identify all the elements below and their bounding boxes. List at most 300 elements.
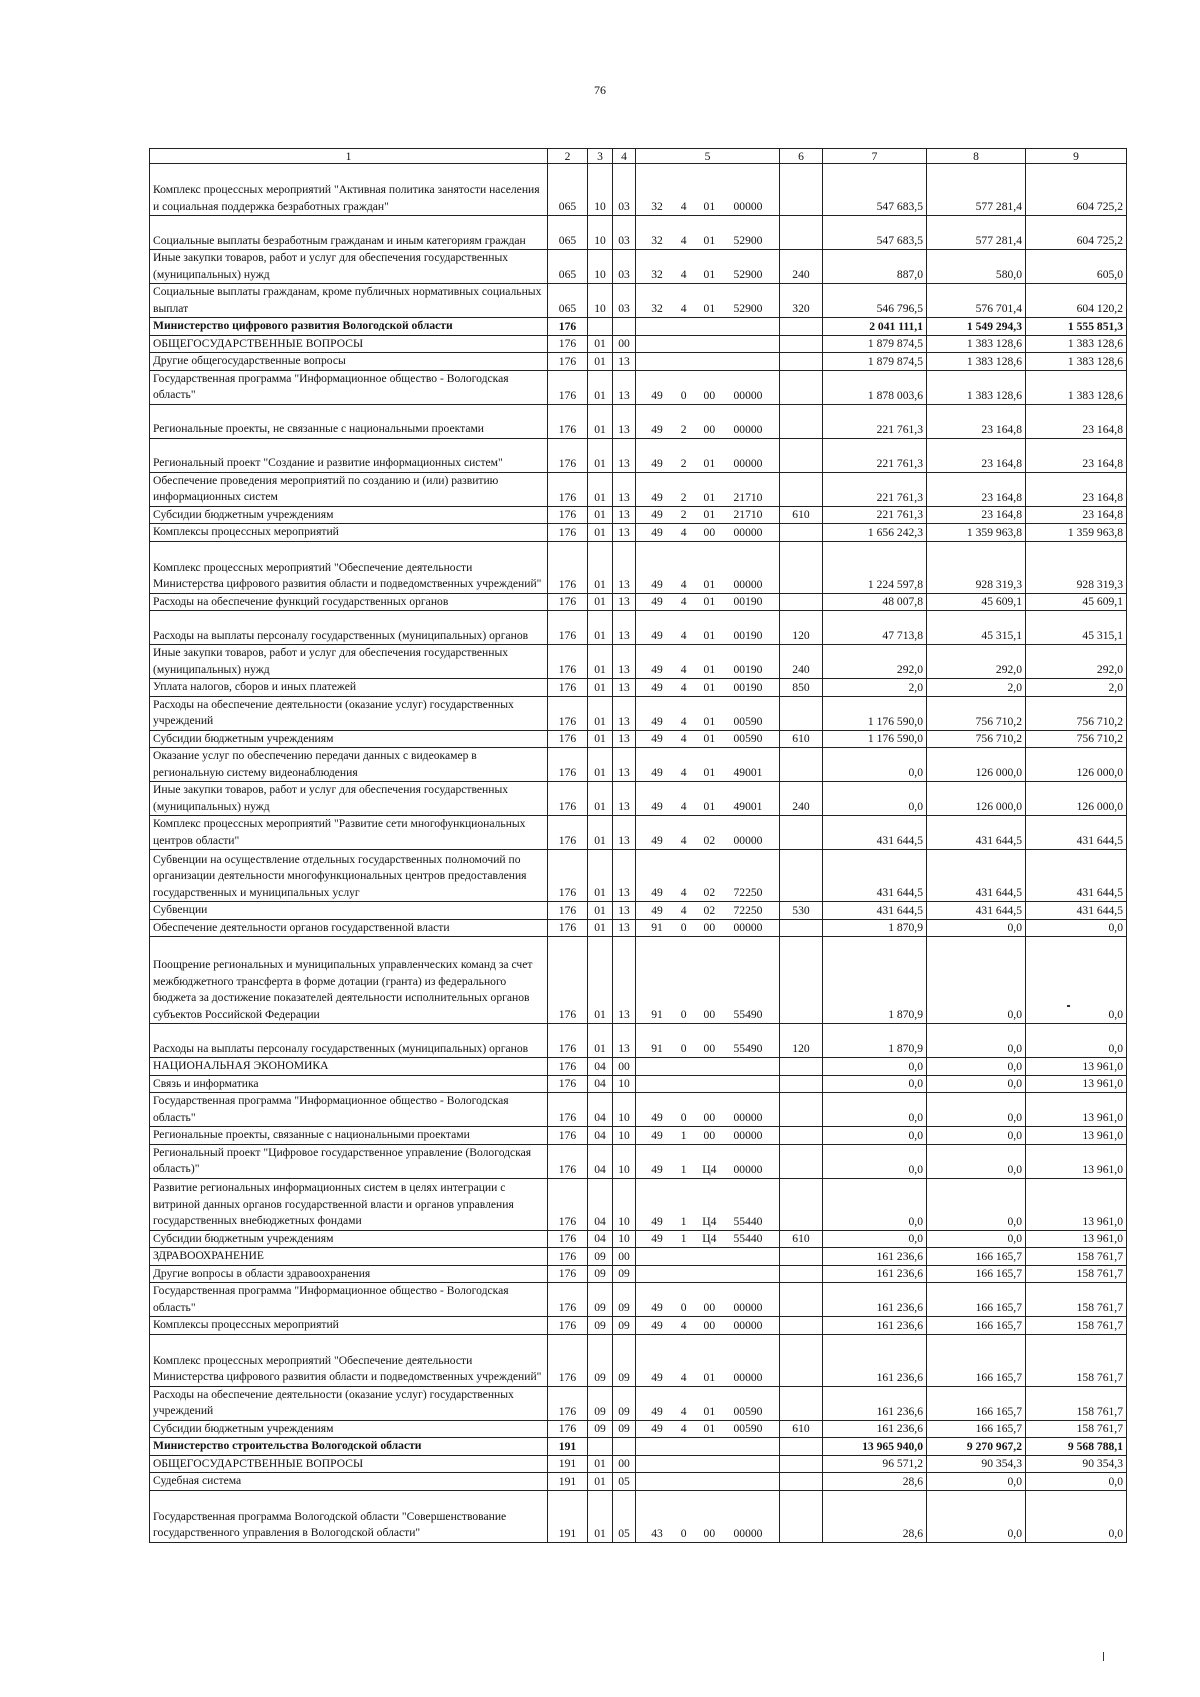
subsection-code: 13 xyxy=(613,472,636,506)
target-article-part: 4 xyxy=(680,577,687,591)
target-article-part: 02 xyxy=(703,886,716,899)
target-article-code xyxy=(636,506,780,524)
row-name: Судебная система xyxy=(150,1473,548,1491)
target-article-part: 4 xyxy=(680,629,687,642)
row-name: Комплекс процессных мероприятий "Развитие сети многофункциональных центров области" xyxy=(150,816,548,850)
subsection-code: 09 xyxy=(613,1283,636,1317)
target-article-part: 0 xyxy=(680,1301,687,1314)
amount-year-1: 0,0 xyxy=(823,782,927,816)
row-name: Субсидии бюджетным учреждениям xyxy=(150,506,548,524)
amount-year-2: 45 609,1 xyxy=(927,593,1026,611)
target-article-part: 01 xyxy=(703,680,716,694)
target-article-part: 4 xyxy=(680,663,687,676)
amount-year-3: 0,0 xyxy=(1026,937,1127,1024)
target-article-part: 4 xyxy=(680,766,687,779)
admin-code: 176 xyxy=(548,730,588,748)
target-article-part: 52900 xyxy=(733,302,763,315)
target-article-part: 49 xyxy=(651,680,663,694)
target-article-code xyxy=(636,1058,780,1076)
amount-year-2: 0,0 xyxy=(927,1230,1026,1248)
subsection-code: 10 xyxy=(613,1144,636,1178)
subsection-code xyxy=(613,318,636,336)
expense-type-code xyxy=(780,816,823,850)
target-article-part: 4 xyxy=(680,680,687,694)
expense-type-code xyxy=(780,1334,823,1386)
table-row xyxy=(150,1230,1127,1248)
admin-code: 176 xyxy=(548,593,588,611)
section-code: 09 xyxy=(588,1283,613,1317)
target-article-code xyxy=(636,216,780,250)
section-code: 04 xyxy=(588,1075,613,1093)
target-article-part: 00590 xyxy=(733,714,763,728)
amount-year-1: 47 713,8 xyxy=(823,611,927,645)
subsection-code: 00 xyxy=(613,1455,636,1473)
target-article-part: 2 xyxy=(680,490,687,504)
admin-code: 176 xyxy=(548,850,588,902)
target-article-code xyxy=(636,919,780,937)
section-code: 01 xyxy=(588,816,613,850)
target-article-part: 00 xyxy=(703,1318,716,1332)
target-article-part: 4 xyxy=(680,903,687,917)
admin-code: 176 xyxy=(548,1093,588,1127)
amount-year-1: 161 236,6 xyxy=(823,1334,927,1386)
expense-type-code: 610 xyxy=(780,1230,823,1248)
target-article-part: 4 xyxy=(680,886,687,899)
row-name: Государственная программа "Информационное общество - Вологодская область" xyxy=(150,370,548,404)
amount-year-3: 1 383 128,6 xyxy=(1026,335,1127,353)
table-row xyxy=(150,335,1127,353)
subsection-code: 03 xyxy=(613,216,636,250)
admin-code: 176 xyxy=(548,1127,588,1145)
table-row xyxy=(150,438,1127,472)
section-code: 04 xyxy=(588,1093,613,1127)
admin-code: 176 xyxy=(548,1230,588,1248)
amount-year-3: 0,0 xyxy=(1026,1490,1127,1542)
amount-year-3: 431 644,5 xyxy=(1026,850,1127,902)
target-article-part: 2 xyxy=(680,508,687,521)
row-name: Иные закупки товаров, работ и услуг для обеспечения государственных (муниципальных) нужд xyxy=(150,782,548,816)
subsection-code: 13 xyxy=(613,902,636,920)
target-article-code xyxy=(636,611,780,645)
amount-year-3: 13 961,0 xyxy=(1026,1178,1127,1230)
target-article-part: 49 xyxy=(651,1370,663,1384)
amount-year-3: 1 383 128,6 xyxy=(1026,353,1127,371)
admin-code: 176 xyxy=(548,816,588,850)
target-article-part: 4 xyxy=(680,595,687,608)
expense-type-code: 610 xyxy=(780,1420,823,1438)
target-article-part: 0 xyxy=(680,1111,687,1124)
target-article-part: 49001 xyxy=(733,800,763,813)
target-article-part: 01 xyxy=(703,1422,716,1435)
row-name: Комплекс процессных мероприятий "Обеспечение деятельности Министерства цифрового развития области и подведомственных учреждений" xyxy=(150,1334,548,1386)
admin-code: 176 xyxy=(548,1420,588,1438)
section-code xyxy=(588,318,613,336)
amount-year-3: 431 644,5 xyxy=(1026,902,1127,920)
header-col-8: 8 xyxy=(927,149,1026,164)
table-row xyxy=(150,679,1127,697)
amount-year-2: 1 383 128,6 xyxy=(927,353,1026,371)
target-article-parts xyxy=(639,628,776,644)
table-row xyxy=(150,645,1127,679)
admin-code: 176 xyxy=(548,1265,588,1283)
amount-year-3: 158 761,7 xyxy=(1026,1386,1127,1420)
target-article-parts xyxy=(639,1318,776,1334)
target-article-part: 00190 xyxy=(733,663,763,676)
row-name: Субвенции xyxy=(150,902,548,920)
amount-year-1: 96 571,2 xyxy=(823,1455,927,1473)
subsection-code: 00 xyxy=(613,1058,636,1076)
admin-code: 176 xyxy=(548,370,588,404)
expense-type-code xyxy=(780,1473,823,1491)
amount-year-3: 13 961,0 xyxy=(1026,1075,1127,1093)
subsection-code xyxy=(613,1438,636,1456)
table-row xyxy=(150,1127,1127,1145)
target-article-part: 4 xyxy=(680,525,687,539)
amount-year-3: 1 383 128,6 xyxy=(1026,370,1127,404)
amount-year-2: 292,0 xyxy=(927,645,1026,679)
target-article-part: 49 xyxy=(651,1422,663,1435)
target-article-parts xyxy=(639,885,776,901)
target-article-part: 00000 xyxy=(733,1370,763,1384)
section-code: 01 xyxy=(588,353,613,371)
admin-code: 176 xyxy=(548,782,588,816)
target-article-part: 4 xyxy=(680,732,687,745)
amount-year-2: 0,0 xyxy=(927,1127,1026,1145)
table-row xyxy=(150,1075,1127,1093)
target-article-part: 49 xyxy=(651,766,663,779)
target-article-parts xyxy=(639,1404,776,1420)
expense-type-code xyxy=(780,1178,823,1230)
target-article-part: 1 xyxy=(680,1232,687,1245)
amount-year-2: 756 710,2 xyxy=(927,730,1026,748)
admin-code: 176 xyxy=(548,1283,588,1317)
target-article-part: 1 xyxy=(680,1128,687,1142)
amount-year-3: 292,0 xyxy=(1026,645,1127,679)
target-article-part: 49 xyxy=(651,903,663,917)
target-article-parts xyxy=(639,525,776,541)
target-article-part: Ц4 xyxy=(702,1232,717,1245)
amount-year-1: 161 236,6 xyxy=(823,1265,927,1283)
amount-year-1: 1 224 597,8 xyxy=(823,541,927,593)
admin-code: 176 xyxy=(548,506,588,524)
table-row xyxy=(150,919,1127,937)
target-article-part: 49 xyxy=(651,714,663,728)
amount-year-2: 0,0 xyxy=(927,1144,1026,1178)
amount-year-2: 431 644,5 xyxy=(927,902,1026,920)
table-row xyxy=(150,850,1127,902)
target-article-code xyxy=(636,902,780,920)
row-name: Расходы на обеспечение деятельности (оказание услуг) государственных учреждений xyxy=(150,1386,548,1420)
table-row xyxy=(150,1317,1127,1335)
target-article-code xyxy=(636,1265,780,1283)
subsection-code: 09 xyxy=(613,1420,636,1438)
target-article-code xyxy=(636,1438,780,1456)
amount-year-2: 23 164,8 xyxy=(927,506,1026,524)
target-article-parts xyxy=(639,662,776,678)
table-row xyxy=(150,524,1127,542)
target-article-code xyxy=(636,1127,780,1145)
header-col-2: 2 xyxy=(548,149,588,164)
amount-year-2: 431 644,5 xyxy=(927,850,1026,902)
expense-type-code: 120 xyxy=(780,611,823,645)
target-article-part: 00000 xyxy=(733,921,763,934)
target-article-part: 00000 xyxy=(733,1111,763,1124)
admin-code: 176 xyxy=(548,1334,588,1386)
admin-code: 176 xyxy=(548,937,588,1024)
target-article-part: 00 xyxy=(703,422,716,436)
amount-year-1: 1 879 874,5 xyxy=(823,335,927,353)
section-code: 01 xyxy=(588,1024,613,1058)
target-article-part: 01 xyxy=(703,268,716,281)
target-article-part: 0 xyxy=(680,921,687,934)
target-article-part: 4 xyxy=(680,800,687,813)
target-article-part: 00 xyxy=(703,388,716,402)
target-article-part: 91 xyxy=(651,1008,663,1021)
table-header-row xyxy=(150,149,1127,164)
amount-year-1: 1 176 590,0 xyxy=(823,696,927,730)
row-name: Социальные выплаты безработным гражданам и иным категориям граждан xyxy=(150,216,548,250)
admin-code: 176 xyxy=(548,541,588,593)
target-article-code xyxy=(636,1144,780,1178)
section-code: 01 xyxy=(588,1490,613,1542)
amount-year-2: 23 164,8 xyxy=(927,404,1026,438)
admin-code: 176 xyxy=(548,1248,588,1266)
target-article-code xyxy=(636,284,780,318)
target-article-part: 00000 xyxy=(733,388,763,402)
amount-year-3: 431 644,5 xyxy=(1026,816,1127,850)
target-article-part: 49 xyxy=(651,732,663,745)
admin-code: 176 xyxy=(548,472,588,506)
admin-code: 191 xyxy=(548,1473,588,1491)
amount-year-1: 13 965 940,0 xyxy=(823,1438,927,1456)
row-name: Министерство цифрового развития Вологодской области xyxy=(150,318,548,336)
admin-code: 191 xyxy=(548,1490,588,1542)
amount-year-2: 166 165,7 xyxy=(927,1283,1026,1317)
amount-year-2: 166 165,7 xyxy=(927,1386,1026,1420)
admin-code: 176 xyxy=(548,1386,588,1420)
row-name: ОБЩЕГОСУДАРСТВЕННЫЕ ВОПРОСЫ xyxy=(150,1455,548,1473)
target-article-part: 00000 xyxy=(733,525,763,539)
target-article-part: 32 xyxy=(651,302,663,315)
target-article-part: 4 xyxy=(680,1318,687,1332)
target-article-part: 4 xyxy=(680,714,687,728)
target-article-part: 49 xyxy=(651,1318,663,1332)
amount-year-1: 221 761,3 xyxy=(823,506,927,524)
header-col-4: 4 xyxy=(613,149,636,164)
amount-year-2: 0,0 xyxy=(927,1490,1026,1542)
target-article-part: 00590 xyxy=(733,1404,763,1418)
target-article-part: 49 xyxy=(651,800,663,813)
target-article-code xyxy=(636,524,780,542)
target-article-code xyxy=(636,1490,780,1542)
header-col-9: 9 xyxy=(1026,149,1127,164)
target-article-part: 49 xyxy=(651,525,663,539)
amount-year-3: 756 710,2 xyxy=(1026,696,1127,730)
amount-year-3: 126 000,0 xyxy=(1026,782,1127,816)
target-article-part: 49 xyxy=(651,1301,663,1314)
subsection-code: 13 xyxy=(613,1024,636,1058)
row-name: Субсидии бюджетным учреждениям xyxy=(150,1230,548,1248)
target-article-part: Ц4 xyxy=(702,1214,717,1228)
amount-year-3: 158 761,7 xyxy=(1026,1248,1127,1266)
admin-code: 065 xyxy=(548,284,588,318)
target-article-part: 49 xyxy=(651,490,663,504)
section-code: 01 xyxy=(588,679,613,697)
section-code: 01 xyxy=(588,850,613,902)
target-article-code xyxy=(636,1178,780,1230)
section-code: 04 xyxy=(588,1058,613,1076)
amount-year-1: 1 870,9 xyxy=(823,919,927,937)
subsection-code: 05 xyxy=(613,1490,636,1542)
target-article-parts xyxy=(639,490,776,506)
target-article-part: 00000 xyxy=(733,1318,763,1332)
subsection-code: 13 xyxy=(613,611,636,645)
subsection-code: 13 xyxy=(613,782,636,816)
target-article-parts xyxy=(639,422,776,438)
target-article-part: 32 xyxy=(651,200,663,213)
admin-code: 176 xyxy=(548,919,588,937)
row-name: Комплексы процессных мероприятий xyxy=(150,1317,548,1335)
amount-year-2: 166 165,7 xyxy=(927,1317,1026,1335)
row-name: Расходы на обеспечение деятельности (оказание услуг) государственных учреждений xyxy=(150,696,548,730)
section-code: 01 xyxy=(588,541,613,593)
target-article-code xyxy=(636,1455,780,1473)
table-row xyxy=(150,1386,1127,1420)
target-article-part: 49 xyxy=(651,1214,663,1228)
expense-type-code xyxy=(780,472,823,506)
expense-type-code xyxy=(780,335,823,353)
target-article-parts xyxy=(639,1007,776,1023)
admin-code: 065 xyxy=(548,164,588,216)
table-row xyxy=(150,782,1127,816)
expense-type-code xyxy=(780,850,823,902)
table-row xyxy=(150,611,1127,645)
expense-type-code xyxy=(780,937,823,1024)
target-article-part: 49 xyxy=(651,1162,663,1176)
target-article-part: 49 xyxy=(651,388,663,402)
target-article-code xyxy=(636,782,780,816)
target-article-part: 00 xyxy=(703,921,716,934)
target-article-part: 01 xyxy=(703,595,716,608)
section-code: 09 xyxy=(588,1334,613,1386)
expense-type-code: 240 xyxy=(780,782,823,816)
target-article-part: 00000 xyxy=(733,1301,763,1314)
section-code: 01 xyxy=(588,782,613,816)
section-code: 01 xyxy=(588,748,613,782)
amount-year-3: 23 164,8 xyxy=(1026,472,1127,506)
admin-code: 176 xyxy=(548,1144,588,1178)
target-article-code xyxy=(636,1230,780,1248)
target-article-part: 32 xyxy=(651,268,663,281)
table-row xyxy=(150,1420,1127,1438)
target-article-part: 49 xyxy=(651,1404,663,1418)
amount-year-2: 166 165,7 xyxy=(927,1420,1026,1438)
amount-year-3: 13 961,0 xyxy=(1026,1127,1127,1145)
target-article-parts xyxy=(639,233,776,249)
row-name: НАЦИОНАЛЬНАЯ ЭКОНОМИКА xyxy=(150,1058,548,1076)
target-article-parts xyxy=(639,507,776,523)
amount-year-2: 928 319,3 xyxy=(927,541,1026,593)
target-article-code xyxy=(636,335,780,353)
table-row xyxy=(150,1473,1127,1491)
amount-year-3: 45 315,1 xyxy=(1026,611,1127,645)
amount-year-1: 48 007,8 xyxy=(823,593,927,611)
target-article-part: 49 xyxy=(651,886,663,899)
expense-type-code: 240 xyxy=(780,250,823,284)
amount-year-1: 28,6 xyxy=(823,1473,927,1491)
table-row xyxy=(150,1438,1127,1456)
amount-year-2: 0,0 xyxy=(927,1075,1026,1093)
row-name: Развитие региональных информационных систем в целях интеграции с витриной данных органов государственной власти и органов управления государственных внебюджетных фондами xyxy=(150,1178,548,1230)
target-article-part: 49 xyxy=(651,1232,663,1245)
amount-year-1: 1 870,9 xyxy=(823,937,927,1024)
amount-year-3: 0,0 xyxy=(1026,919,1127,937)
amount-year-2: 23 164,8 xyxy=(927,472,1026,506)
amount-year-1: 292,0 xyxy=(823,645,927,679)
admin-code: 176 xyxy=(548,335,588,353)
amount-year-3: 2,0 xyxy=(1026,679,1127,697)
target-article-code xyxy=(636,438,780,472)
amount-year-3: 756 710,2 xyxy=(1026,730,1127,748)
amount-year-2: 166 165,7 xyxy=(927,1248,1026,1266)
expense-type-code xyxy=(780,1144,823,1178)
amount-year-1: 0,0 xyxy=(823,1058,927,1076)
amount-year-3: 90 354,3 xyxy=(1026,1455,1127,1473)
expense-type-code xyxy=(780,541,823,593)
table-row xyxy=(150,250,1127,284)
target-article-part: 01 xyxy=(703,800,716,813)
amount-year-2: 1 383 128,6 xyxy=(927,335,1026,353)
table-row xyxy=(150,816,1127,850)
target-article-parts xyxy=(639,833,776,849)
amount-year-2: 756 710,2 xyxy=(927,696,1026,730)
expense-type-code: 120 xyxy=(780,1024,823,1058)
subsection-code: 13 xyxy=(613,524,636,542)
subsection-code: 10 xyxy=(613,1093,636,1127)
section-code: 01 xyxy=(588,404,613,438)
target-article-part: 00590 xyxy=(733,732,763,745)
admin-code: 176 xyxy=(548,1178,588,1230)
amount-year-2: 1 359 963,8 xyxy=(927,524,1026,542)
section-code: 10 xyxy=(588,164,613,216)
row-name: Государственная программа "Информационное общество - Вологодская область" xyxy=(150,1093,548,1127)
row-name: Поощрение региональных и муниципальных управленческих команд за счет межбюджетного трансферта в форме дотации (гранта) из федерального бюджета за достижение показателей деятельности исполнительных органов субъектов Российской Федерации xyxy=(150,937,548,1024)
section-code: 01 xyxy=(588,937,613,1024)
section-code: 01 xyxy=(588,472,613,506)
target-article-part: 02 xyxy=(703,903,716,917)
target-article-code xyxy=(636,1420,780,1438)
section-code: 09 xyxy=(588,1248,613,1266)
amount-year-2: 9 270 967,2 xyxy=(927,1438,1026,1456)
amount-year-3: 9 568 788,1 xyxy=(1026,1438,1127,1456)
target-article-part: 55490 xyxy=(733,1008,763,1021)
row-name: Социальные выплаты гражданам, кроме публичных нормативных социальных выплат xyxy=(150,284,548,318)
expense-type-code xyxy=(780,696,823,730)
subsection-code: 09 xyxy=(613,1265,636,1283)
target-article-part: 4 xyxy=(680,268,687,281)
target-article-parts xyxy=(639,799,776,815)
amount-year-1: 0,0 xyxy=(823,1127,927,1145)
section-code: 01 xyxy=(588,919,613,937)
expense-type-code xyxy=(780,1283,823,1317)
section-code xyxy=(588,1438,613,1456)
section-code: 01 xyxy=(588,645,613,679)
amount-year-3: 605,0 xyxy=(1026,250,1127,284)
amount-year-1: 0,0 xyxy=(823,1230,927,1248)
admin-code: 191 xyxy=(548,1438,588,1456)
expense-type-code xyxy=(780,1093,823,1127)
subsection-code: 13 xyxy=(613,937,636,1024)
